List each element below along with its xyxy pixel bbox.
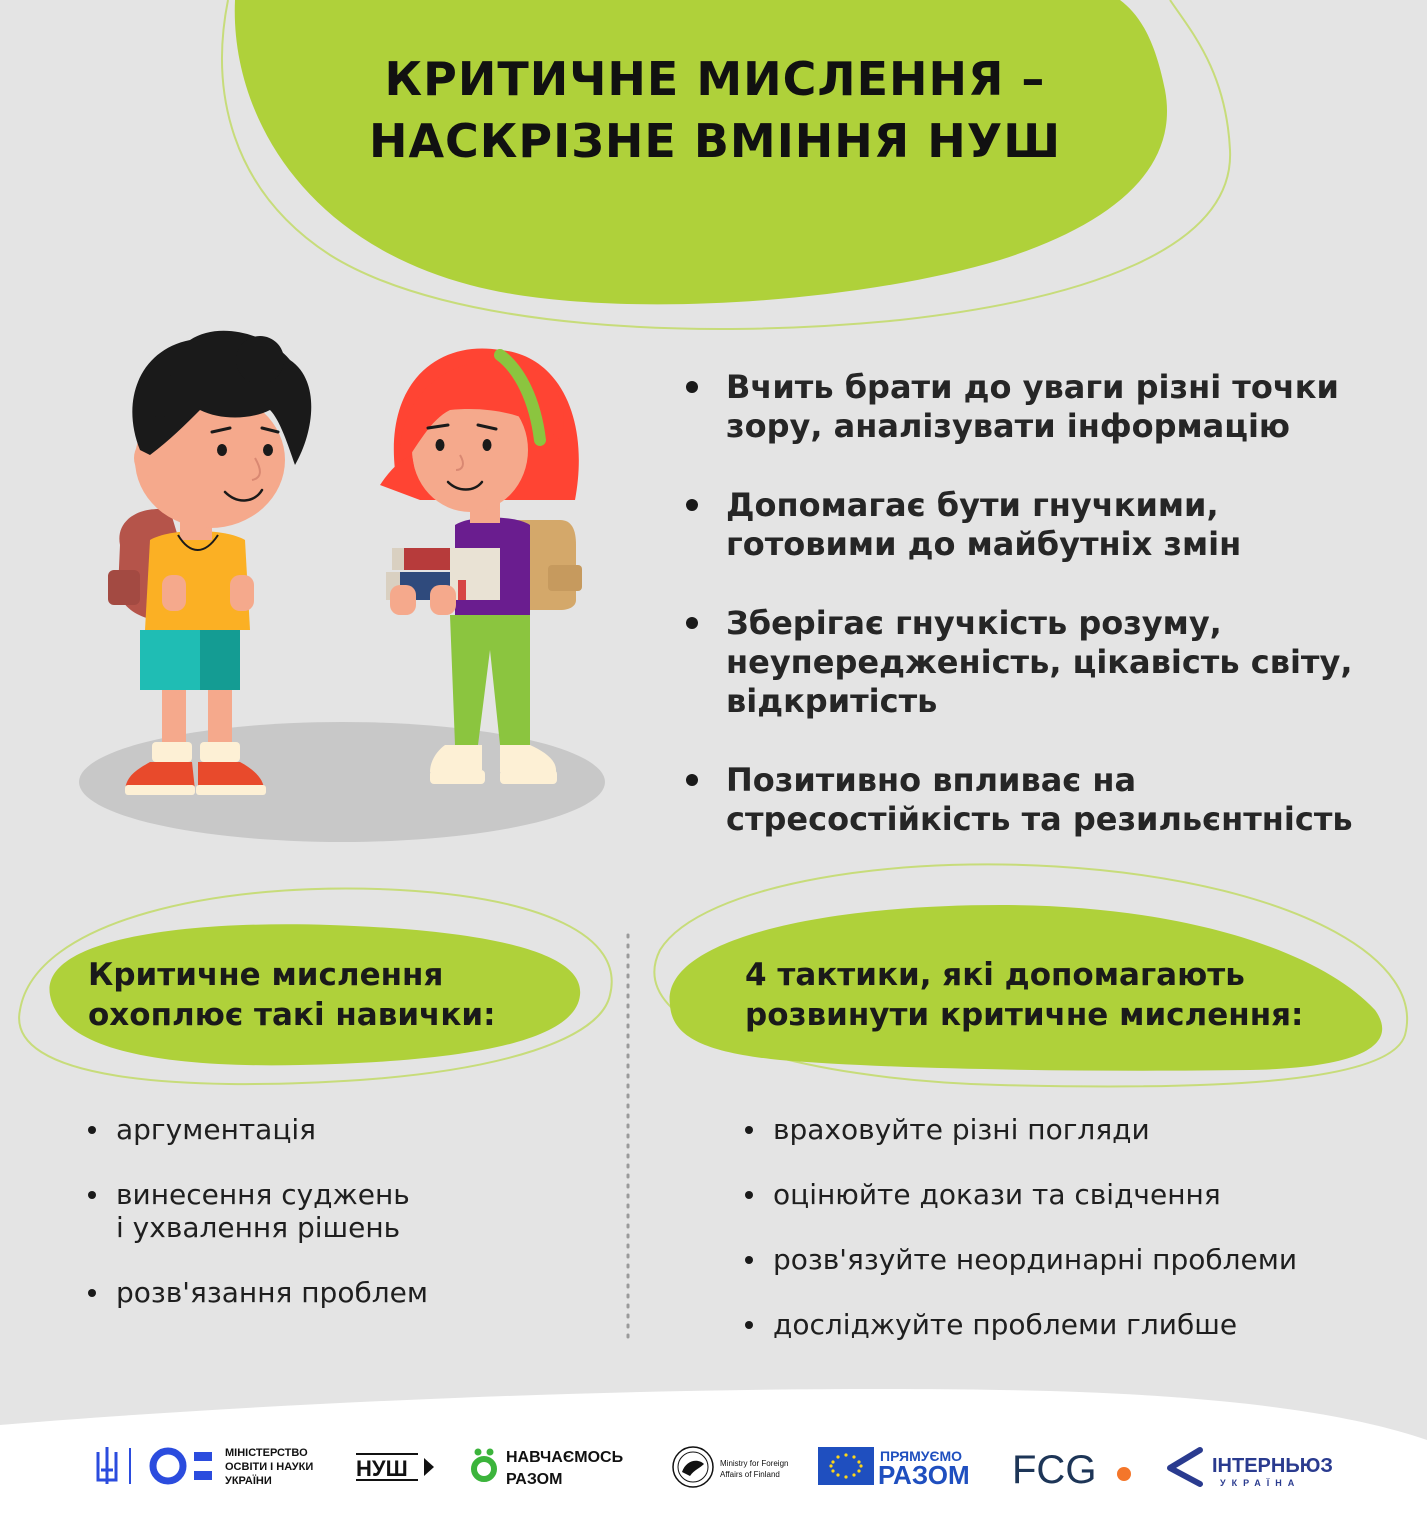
finland-lion-icon: [673, 1447, 713, 1487]
nush-text: НУШ: [356, 1456, 408, 1481]
skills-heading-line-2: охоплює такі навички:: [88, 997, 496, 1033]
eu-text-line-2: РАЗОМ: [878, 1460, 970, 1490]
skill-item-line: аргументація: [116, 1113, 317, 1146]
benefit-item: Вчить брати до уваги різні точки зору, аналізувати інформацію: [686, 368, 1386, 446]
skill-item-line: розв'язання проблем: [116, 1276, 428, 1309]
benefit-item: Позитивно впливає на стресостійкість та резильєнтність: [686, 761, 1386, 839]
fcg-text: FCG: [1012, 1448, 1097, 1492]
eu-flag-icon: [818, 1447, 874, 1485]
fcg-dot-icon: [1117, 1467, 1131, 1481]
page-title-line-2: НАСКРІЗНЕ ВМІННЯ НУШ: [368, 114, 1062, 168]
finland-text-line-2: Affairs of Finland: [720, 1470, 780, 1479]
mon-text-line-2: ОСВІТИ І НАУКИ: [225, 1461, 314, 1473]
tactics-heading-line-2: розвинути критичне мислення:: [745, 997, 1304, 1033]
benefit-item: Допомагає бути гнучкими, готовими до майбутніх змін: [686, 486, 1386, 564]
learn-together-icon: [474, 1449, 494, 1480]
trident-icon: [98, 1447, 116, 1484]
mon-logo-icon: [153, 1451, 212, 1481]
tactic-item: розв'язуйте неординарні проблеми: [745, 1243, 1385, 1276]
skill-item-line: винесення суджень: [116, 1178, 410, 1211]
tactic-item: оцінюйте докази та свідчення: [745, 1178, 1385, 1211]
tactic-item: враховуйте різні погляди: [745, 1113, 1385, 1146]
benefit-item: Зберігає гнучкість розуму, неупередженість, цікавість світу, відкритість: [686, 604, 1386, 721]
skills-heading-line-1: Критичне мислення: [88, 957, 444, 993]
mon-text-line-1: МІНІСТЕРСТВО: [225, 1447, 308, 1459]
internews-text-line-2: УКРАЇНА: [1220, 1478, 1301, 1488]
finland-text-line-1: Ministry for Foreign: [720, 1459, 789, 1468]
page-title-line-1: КРИТИЧНЕ МИСЛЕННЯ –: [384, 52, 1046, 106]
mon-text-line-3: УКРАЇНИ: [225, 1475, 272, 1487]
internews-text-line-1: ІНТЕРНЬЮЗ: [1212, 1455, 1333, 1477]
tactic-item: досліджуйте проблеми глибше: [745, 1308, 1385, 1341]
tactics-heading-line-1: 4 тактики, які допомагають: [745, 957, 1245, 993]
learn-together-line-2: РАЗОМ: [506, 1471, 563, 1488]
learn-together-line-1: НАВЧАЄМОСЬ: [506, 1449, 624, 1466]
skill-item-line: і ухвалення рішень: [116, 1211, 401, 1244]
internews-logo-icon: [1170, 1450, 1200, 1484]
eu-text-line-1: ПРЯМУЄМО: [880, 1448, 962, 1464]
